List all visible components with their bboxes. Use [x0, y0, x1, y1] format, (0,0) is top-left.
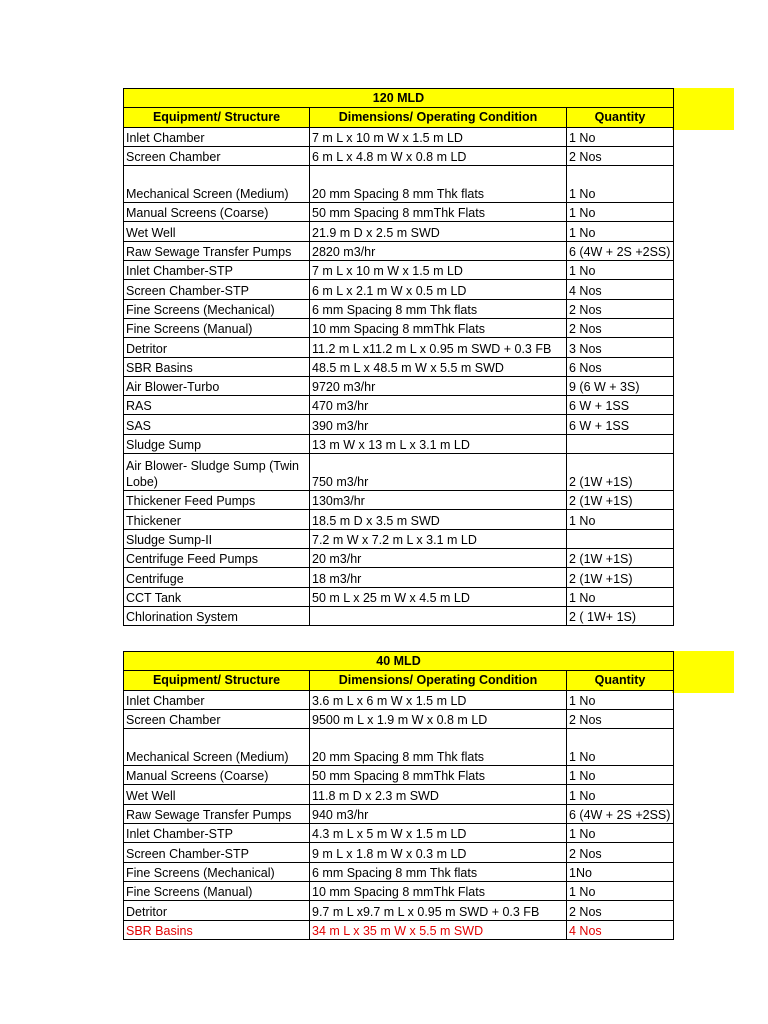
- table-title-row: [124, 652, 674, 671]
- equipment-cell: Wet Well: [124, 222, 310, 241]
- equipment-cell: Manual Screens (Coarse): [124, 203, 310, 222]
- table-row: [124, 920, 674, 939]
- dimensions-cell: 11.8 m D x 2.3 m SWD: [310, 785, 567, 804]
- equipment-cell: Air Blower- Sludge Sump (Twin Lobe): [124, 454, 310, 491]
- table-row: [124, 804, 674, 823]
- dimensions-cell: 130m3/hr: [310, 491, 567, 510]
- equipment-cell: Inlet Chamber-STP: [124, 261, 310, 280]
- table-row: [124, 568, 674, 587]
- table-row: [124, 690, 674, 709]
- quantity-cell: 1 No: [567, 203, 674, 222]
- table-row: [124, 299, 674, 318]
- quantity-cell: 2 Nos: [567, 709, 674, 728]
- table-row: [124, 766, 674, 785]
- quantity-cell: 6 (4W + 2S +2SS): [567, 241, 674, 260]
- table-row: [124, 510, 674, 529]
- table-row: [124, 843, 674, 862]
- quantity-cell: 4 Nos: [567, 920, 674, 939]
- quantity-cell: 2 Nos: [567, 146, 674, 165]
- table-header-row: [124, 108, 674, 127]
- equipment-cell: Screen Chamber-STP: [124, 280, 310, 299]
- quantity-cell: 1No: [567, 862, 674, 881]
- table-row: [124, 146, 674, 165]
- equipment-cell: SAS: [124, 415, 310, 434]
- table-row: [124, 357, 674, 376]
- quantity-cell: 1 No: [567, 881, 674, 900]
- equipment-cell: SBR Basins: [124, 357, 310, 376]
- table-row: [124, 729, 674, 766]
- dimensions-cell: 18.5 m D x 3.5 m SWD: [310, 510, 567, 529]
- equipment-cell: Fine Screens (Manual): [124, 318, 310, 337]
- table-row: [124, 862, 674, 881]
- equipment-cell: Inlet Chamber-STP: [124, 824, 310, 843]
- equipment-cell: Air Blower-Turbo: [124, 376, 310, 395]
- column-header: Dimensions/ Operating Condition: [310, 108, 567, 127]
- table-title: 40 MLD: [124, 652, 674, 671]
- column-header: Quantity: [567, 108, 674, 127]
- table-row: [124, 166, 674, 203]
- dimensions-cell: 6 m L x 2.1 m W x 0.5 m LD: [310, 280, 567, 299]
- table-title: 120 MLD: [124, 89, 674, 108]
- dimensions-cell: 6 mm Spacing 8 mm Thk flats: [310, 862, 567, 881]
- table-40-mld: [123, 651, 674, 940]
- dimensions-cell: 940 m3/hr: [310, 804, 567, 823]
- equipment-cell: Fine Screens (Mechanical): [124, 862, 310, 881]
- quantity-cell: 1 No: [567, 587, 674, 606]
- equipment-cell: SBR Basins: [124, 920, 310, 939]
- quantity-cell: 1 No: [567, 729, 674, 766]
- dimensions-cell: 2820 m3/hr: [310, 241, 567, 260]
- equipment-cell: Thickener: [124, 510, 310, 529]
- dimensions-cell: 750 m3/hr: [310, 454, 567, 491]
- dimensions-cell: 6 m L x 4.8 m W x 0.8 m LD: [310, 146, 567, 165]
- dimensions-cell: 9720 m3/hr: [310, 376, 567, 395]
- dimensions-cell: [310, 606, 567, 625]
- dimensions-cell: 50 mm Spacing 8 mmThk Flats: [310, 203, 567, 222]
- dimensions-cell: 470 m3/hr: [310, 396, 567, 415]
- table-row: [124, 318, 674, 337]
- quantity-cell: 6 Nos: [567, 357, 674, 376]
- table-row: [124, 881, 674, 900]
- equipment-cell: Detritor: [124, 901, 310, 920]
- equipment-cell: Raw Sewage Transfer Pumps: [124, 241, 310, 260]
- dimensions-cell: 10 mm Spacing 8 mmThk Flats: [310, 318, 567, 337]
- quantity-cell: 1 No: [567, 690, 674, 709]
- quantity-cell: 6 (4W + 2S +2SS): [567, 804, 674, 823]
- equipment-cell: Thickener Feed Pumps: [124, 491, 310, 510]
- column-header: Quantity: [567, 671, 674, 690]
- dimensions-cell: 11.2 m L x11.2 m L x 0.95 m SWD + 0.3 FB: [310, 338, 567, 357]
- table-header-row: [124, 671, 674, 690]
- table-title-row: [124, 89, 674, 108]
- table-row: [124, 396, 674, 415]
- table-row: [124, 548, 674, 567]
- dimensions-cell: 7 m L x 10 m W x 1.5 m LD: [310, 261, 567, 280]
- table-row: [124, 454, 674, 491]
- quantity-cell: 2 (1W +1S): [567, 568, 674, 587]
- dimensions-cell: 10 mm Spacing 8 mmThk Flats: [310, 881, 567, 900]
- quantity-cell: 2 Nos: [567, 901, 674, 920]
- quantity-cell: 6 W + 1SS: [567, 415, 674, 434]
- quantity-cell: 9 (6 W + 3S): [567, 376, 674, 395]
- dimensions-cell: 13 m W x 13 m L x 3.1 m LD: [310, 434, 567, 453]
- quantity-cell: 2 (1W +1S): [567, 454, 674, 491]
- quantity-cell: 1 No: [567, 127, 674, 146]
- equipment-cell: Screen Chamber: [124, 146, 310, 165]
- dimensions-cell: 34 m L x 35 m W x 5.5 m SWD: [310, 920, 567, 939]
- table-row: [124, 376, 674, 395]
- quantity-cell: 2 ( 1W+ 1S): [567, 606, 674, 625]
- quantity-cell: 1 No: [567, 166, 674, 203]
- table-row: [124, 434, 674, 453]
- equipment-cell: Chlorination System: [124, 606, 310, 625]
- table-row: [124, 415, 674, 434]
- quantity-cell: 1 No: [567, 222, 674, 241]
- equipment-cell: Fine Screens (Manual): [124, 881, 310, 900]
- dimensions-cell: 3.6 m L x 6 m W x 1.5 m LD: [310, 690, 567, 709]
- quantity-cell: 1 No: [567, 785, 674, 804]
- quantity-cell: 4 Nos: [567, 280, 674, 299]
- dimensions-cell: 9500 m L x 1.9 m W x 0.8 m LD: [310, 709, 567, 728]
- equipment-cell: Inlet Chamber: [124, 690, 310, 709]
- dimensions-cell: 20 m3/hr: [310, 548, 567, 567]
- column-header: Equipment/ Structure: [124, 108, 310, 127]
- quantity-cell: 1 No: [567, 824, 674, 843]
- table-row: [124, 529, 674, 548]
- equipment-cell: Mechanical Screen (Medium): [124, 729, 310, 766]
- table-120-mld: [123, 88, 674, 626]
- column-header: Dimensions/ Operating Condition: [310, 671, 567, 690]
- equipment-cell: Screen Chamber-STP: [124, 843, 310, 862]
- equipment-cell: Centrifuge Feed Pumps: [124, 548, 310, 567]
- table-row: [124, 587, 674, 606]
- equipment-cell: Raw Sewage Transfer Pumps: [124, 804, 310, 823]
- dimensions-cell: 20 mm Spacing 8 mm Thk flats: [310, 729, 567, 766]
- equipment-cell: RAS: [124, 396, 310, 415]
- dimensions-cell: 50 mm Spacing 8 mmThk Flats: [310, 766, 567, 785]
- table-row: [124, 222, 674, 241]
- quantity-cell: 2 Nos: [567, 299, 674, 318]
- table-row: [124, 261, 674, 280]
- header-highlight-strip: [672, 88, 734, 130]
- table-row: [124, 203, 674, 222]
- dimensions-cell: 48.5 m L x 48.5 m W x 5.5 m SWD: [310, 357, 567, 376]
- quantity-cell: [567, 529, 674, 548]
- table-row: [124, 824, 674, 843]
- dimensions-cell: 7.2 m W x 7.2 m L x 3.1 m LD: [310, 529, 567, 548]
- dimensions-cell: 4.3 m L x 5 m W x 1.5 m LD: [310, 824, 567, 843]
- column-header: Equipment/ Structure: [124, 671, 310, 690]
- equipment-cell: Wet Well: [124, 785, 310, 804]
- quantity-cell: 1 No: [567, 766, 674, 785]
- equipment-cell: Sludge Sump-II: [124, 529, 310, 548]
- equipment-cell: Mechanical Screen (Medium): [124, 166, 310, 203]
- table-row: [124, 901, 674, 920]
- quantity-cell: [567, 434, 674, 453]
- dimensions-cell: 50 m L x 25 m W x 4.5 m LD: [310, 587, 567, 606]
- dimensions-cell: 20 mm Spacing 8 mm Thk flats: [310, 166, 567, 203]
- quantity-cell: 6 W + 1SS: [567, 396, 674, 415]
- quantity-cell: 2 Nos: [567, 843, 674, 862]
- dimensions-cell: 9.7 m L x9.7 m L x 0.95 m SWD + 0.3 FB: [310, 901, 567, 920]
- table-row: [124, 491, 674, 510]
- table-row: [124, 785, 674, 804]
- table-row: [124, 280, 674, 299]
- dimensions-cell: 6 mm Spacing 8 mm Thk flats: [310, 299, 567, 318]
- table-row: [124, 241, 674, 260]
- table-row: [124, 338, 674, 357]
- equipment-cell: CCT Tank: [124, 587, 310, 606]
- quantity-cell: 1 No: [567, 261, 674, 280]
- equipment-cell: Centrifuge: [124, 568, 310, 587]
- quantity-cell: 2 (1W +1S): [567, 491, 674, 510]
- quantity-cell: 2 (1W +1S): [567, 548, 674, 567]
- header-highlight-strip: [672, 651, 734, 693]
- equipment-cell: Inlet Chamber: [124, 127, 310, 146]
- dimensions-cell: 18 m3/hr: [310, 568, 567, 587]
- table-row: [124, 606, 674, 625]
- quantity-cell: 2 Nos: [567, 318, 674, 337]
- equipment-cell: Fine Screens (Mechanical): [124, 299, 310, 318]
- equipment-cell: Manual Screens (Coarse): [124, 766, 310, 785]
- table-row: [124, 127, 674, 146]
- quantity-cell: 3 Nos: [567, 338, 674, 357]
- quantity-cell: 1 No: [567, 510, 674, 529]
- table-row: [124, 709, 674, 728]
- dimensions-cell: 9 m L x 1.8 m W x 0.3 m LD: [310, 843, 567, 862]
- dimensions-cell: 7 m L x 10 m W x 1.5 m LD: [310, 127, 567, 146]
- dimensions-cell: 390 m3/hr: [310, 415, 567, 434]
- equipment-cell: Sludge Sump: [124, 434, 310, 453]
- equipment-cell: Screen Chamber: [124, 709, 310, 728]
- equipment-cell: Detritor: [124, 338, 310, 357]
- dimensions-cell: 21.9 m D x 2.5 m SWD: [310, 222, 567, 241]
